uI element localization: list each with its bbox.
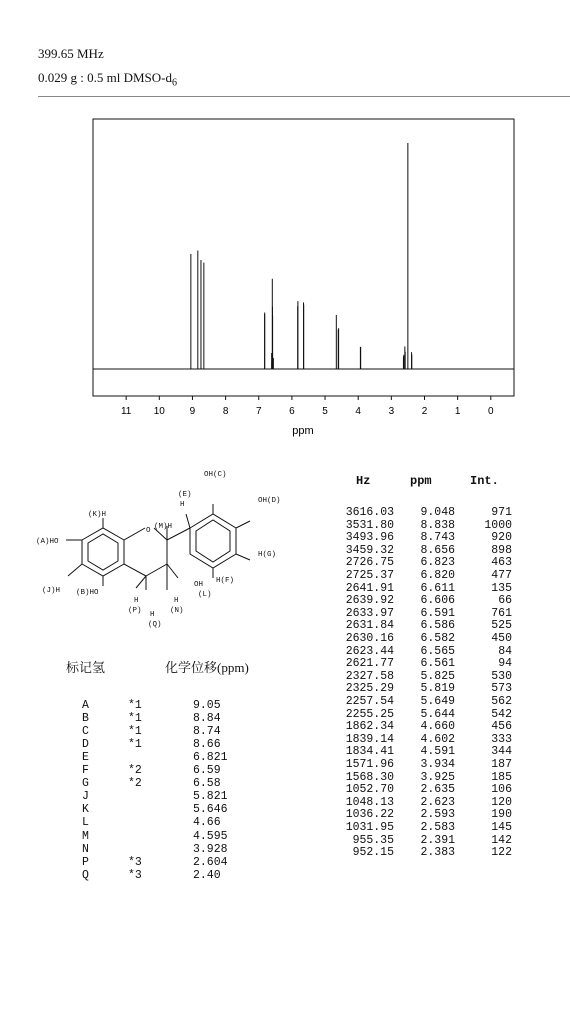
table-row: [338, 771, 518, 784]
assign-shift: 6.821: [193, 751, 228, 765]
sample-subscript: 6: [171, 77, 177, 89]
assign-shift: 4.66: [193, 816, 221, 830]
assign-hydrogen: L: [82, 816, 89, 830]
peak-ppm: 2.635: [420, 783, 455, 797]
assign-note: *3: [128, 855, 142, 869]
assign-hydrogen: C: [82, 725, 89, 739]
x-tick-label: 0: [488, 406, 494, 417]
assign-shift: 2.40: [193, 868, 221, 882]
table-row: [80, 712, 280, 725]
table-row: [80, 790, 280, 803]
peak-int: 971: [491, 506, 512, 519]
peak-int: 187: [491, 758, 512, 771]
label-oh-b: (B)HO: [76, 589, 99, 597]
assign-hydrogen: M: [82, 829, 89, 843]
table-row: [338, 834, 518, 847]
assign-shift: 8.74: [193, 725, 221, 739]
peak-ppm: 6.591: [420, 606, 455, 620]
peak-int: 344: [491, 745, 512, 759]
label-h-m: (M)H: [154, 523, 173, 531]
peak-hz: 1048.13: [345, 795, 394, 809]
peak-int: 456: [491, 720, 512, 734]
peak-ppm: 9.048: [420, 506, 455, 519]
x-tick-label: 4: [355, 406, 361, 417]
peak-int: 185: [491, 770, 512, 784]
table-row: [338, 783, 518, 796]
assign-shift: 8.66: [193, 738, 221, 752]
peak-ppm: 6.820: [420, 569, 455, 582]
peak-ppm: 4.591: [420, 745, 455, 759]
peak-hz: 2639.92: [345, 594, 394, 608]
peak-hz: 2725.37: [345, 569, 394, 582]
assign-note: *3: [128, 868, 142, 882]
label-p: (P): [128, 607, 142, 615]
peak-hz: 3531.80: [345, 518, 394, 532]
assign-hydrogen: E: [82, 751, 89, 765]
table-row: [338, 645, 518, 658]
table-row: [80, 843, 280, 856]
assign-hydrogen: B: [82, 712, 89, 726]
peak-hz: 2641.91: [345, 581, 394, 595]
peak-int: 450: [491, 632, 512, 645]
table-row: [338, 846, 518, 859]
assign-shift: 4.595: [193, 829, 228, 843]
peak-ppm: 5.644: [420, 707, 455, 721]
table-row: [338, 582, 518, 595]
table-row: [80, 725, 280, 738]
peak-int: 66: [498, 594, 512, 608]
label-h-k: (K)H: [88, 511, 107, 519]
table-row: [338, 531, 518, 544]
assign-shift: 6.58: [193, 777, 221, 791]
assign-note: *1: [128, 725, 142, 739]
peak-hz: 2325.29: [345, 682, 394, 696]
label-oh-a: (A)HO: [36, 538, 59, 546]
label-ring-oxygen: O: [146, 527, 151, 535]
assign-hydrogen: J: [82, 790, 89, 804]
peak-int: 525: [491, 619, 512, 633]
assign-hydrogen: K: [82, 803, 89, 817]
assign-hydrogen: Q: [82, 868, 89, 882]
assign-note: *1: [128, 699, 142, 712]
peak-ppm: 8.838: [420, 518, 455, 532]
peak-int: 190: [491, 808, 512, 822]
label-h-q: H: [150, 611, 155, 619]
peak-hz: 952.15: [352, 846, 394, 860]
peak-hz: 2630.16: [345, 632, 394, 645]
table-row: [338, 569, 518, 582]
table-row: [338, 619, 518, 632]
peak-int: 122: [491, 846, 512, 860]
peak-int: 142: [491, 833, 512, 847]
table-row: [80, 856, 280, 869]
table-row: [80, 869, 280, 882]
peak-hz: 2327.58: [345, 669, 394, 683]
peak-hz: 2621.77: [345, 657, 394, 671]
x-tick-label: 9: [189, 406, 196, 417]
label-oh-c: OH(C): [204, 471, 227, 479]
label-h-p: H: [134, 597, 139, 605]
table-row: [338, 708, 518, 721]
peak-hz: 1052.70: [345, 783, 394, 797]
peak-table-header-int: Int.: [470, 474, 499, 488]
peak-int: 333: [491, 732, 512, 746]
label-h-e-tag: (E): [178, 491, 192, 499]
assignment-header-shift: 化学位移(ppm): [165, 660, 249, 675]
label-l: (L): [198, 591, 212, 599]
assign-shift: 5.646: [193, 803, 228, 817]
assign-shift: 6.59: [193, 764, 221, 778]
x-tick-label: 1: [454, 406, 461, 417]
assign-shift: 8.84: [193, 712, 221, 726]
peak-int: 120: [491, 795, 512, 809]
table-row: [80, 764, 280, 777]
peak-ppm: 2.583: [420, 821, 455, 834]
assign-hydrogen: P: [82, 855, 89, 869]
peak-hz: 955.35: [352, 833, 394, 847]
peak-hz: 1839.14: [345, 732, 394, 746]
peak-hz: 3493.96: [345, 531, 394, 545]
table-row: [80, 699, 280, 712]
peak-hz: 1834.41: [345, 745, 394, 759]
peak-int: 573: [491, 682, 512, 696]
table-row: [338, 758, 518, 771]
assign-hydrogen: F: [82, 764, 89, 778]
peak-int: 463: [491, 556, 512, 570]
x-tick-label: 5: [322, 406, 328, 417]
table-row: [338, 506, 518, 519]
x-tick-label: 6: [289, 406, 295, 417]
assign-hydrogen: G: [82, 777, 89, 791]
table-row: [80, 830, 280, 843]
peak-hz: 2255.25: [345, 707, 394, 721]
peak-table-header-hz: Hz: [356, 474, 371, 488]
table-row: [338, 632, 518, 645]
peak-hz: 1036.22: [345, 808, 394, 822]
assign-hydrogen: A: [82, 699, 89, 712]
peak-hz: 2631.84: [345, 619, 394, 633]
spectrometer-frequency: 399.65 MHz: [38, 46, 104, 61]
table-row: [80, 803, 280, 816]
label-oh-d: OH(D): [258, 497, 281, 505]
table-row: [80, 777, 280, 790]
label-h-n: H: [174, 597, 179, 605]
peak-ppm: 5.649: [420, 695, 455, 708]
table-row: [338, 695, 518, 708]
label-h-g: H(G): [258, 551, 277, 559]
peak-int: 542: [491, 707, 512, 721]
table-row: [338, 657, 518, 670]
table-row: [338, 745, 518, 758]
x-tick-label: 7: [255, 406, 262, 417]
table-row: [338, 796, 518, 809]
peak-ppm: 6.611: [420, 581, 455, 595]
peak-hz: 1862.34: [345, 720, 394, 734]
table-row: [338, 808, 518, 821]
peak-ppm: 2.593: [420, 808, 455, 822]
peak-table-header-ppm: ppm: [410, 474, 432, 488]
table-row: [338, 670, 518, 683]
assign-note: *1: [128, 738, 142, 752]
peak-ppm: 6.586: [420, 619, 455, 633]
peak-hz: 3459.32: [345, 543, 394, 557]
peak-ppm: 3.925: [420, 770, 455, 784]
peak-ppm: 4.602: [420, 732, 455, 746]
peak-ppm: 3.934: [420, 758, 455, 771]
assign-hydrogen: D: [82, 738, 89, 752]
peak-ppm: 6.823: [420, 556, 455, 570]
peak-ppm: 2.383: [420, 846, 455, 860]
x-tick-label: 8: [222, 406, 229, 417]
peak-int: 477: [491, 569, 512, 582]
assignment-header-label: 标记氢: [66, 660, 106, 675]
peak-ppm: 5.819: [420, 682, 455, 696]
peak-hz: 2633.97: [345, 606, 394, 620]
assign-note: *1: [128, 712, 142, 726]
peak-ppm: 5.825: [420, 669, 455, 683]
peak-ppm: 2.391: [420, 833, 455, 847]
peak-ppm: 8.656: [420, 543, 455, 557]
x-tick-label: 10: [153, 406, 165, 417]
peak-int: 106: [491, 783, 512, 797]
assign-shift: 3.928: [193, 842, 228, 856]
peak-int: 530: [491, 669, 512, 683]
peak-ppm: 6.561: [420, 657, 455, 671]
peak-hz: 1571.96: [345, 758, 394, 771]
x-tick-label: 11: [120, 406, 132, 417]
peak-hz: 2257.54: [345, 695, 394, 708]
label-q: (Q): [148, 621, 162, 629]
table-row: [338, 733, 518, 746]
peak-int: 145: [491, 821, 512, 834]
peak-ppm: 6.606: [420, 594, 455, 608]
table-row: [338, 556, 518, 569]
peak-ppm: 2.623: [420, 795, 455, 809]
peak-ppm: 6.582: [420, 632, 455, 645]
peak-int: 84: [498, 644, 512, 658]
peak-hz: 3616.03: [345, 506, 394, 519]
peak-hz: 2623.44: [345, 644, 394, 658]
molecule-structure: [30, 466, 290, 636]
x-tick-label: 3: [388, 406, 395, 417]
peak-int: 920: [491, 531, 512, 545]
table-row: [338, 519, 518, 532]
table-row: [338, 821, 518, 834]
table-row: [338, 594, 518, 607]
assign-shift: 2.604: [193, 855, 228, 869]
peak-hz: 1031.95: [345, 821, 394, 834]
table-row: [338, 682, 518, 695]
table-row: [338, 544, 518, 557]
label-h-j: (J)H: [42, 587, 61, 595]
peak-int: 761: [491, 606, 512, 620]
assign-note: *2: [128, 764, 142, 778]
peak-hz: 2726.75: [345, 556, 394, 570]
label-h-e: H: [180, 501, 185, 509]
peak-hz: 1568.30: [345, 770, 394, 784]
label-h-f: H(F): [216, 577, 235, 585]
x-axis-label: ppm: [292, 425, 314, 437]
label-n: (N): [170, 607, 184, 615]
assign-shift: 5.821: [193, 790, 228, 804]
peak-int: 1000: [484, 518, 512, 532]
sample-description: 0.029 g : 0.5 ml DMSO-$d_6$: [38, 70, 177, 89]
peak-int: 135: [491, 581, 512, 595]
assign-shift: 9.05: [193, 699, 221, 712]
peak-int: 94: [498, 657, 512, 671]
table-row: [338, 720, 518, 733]
table-row: [80, 816, 280, 829]
assign-note: *2: [128, 777, 142, 791]
table-row: [80, 738, 280, 751]
nmr-spectrum-chart: [0, 0, 570, 450]
peak-int: 898: [491, 543, 512, 557]
peak-ppm: 8.743: [420, 531, 455, 545]
label-oh-l: OH: [194, 581, 204, 589]
table-row: [80, 751, 280, 764]
assign-hydrogen: N: [82, 842, 89, 856]
table-row: [338, 607, 518, 620]
peak-ppm: 4.660: [420, 720, 455, 734]
x-tick-label: 2: [421, 406, 428, 417]
peak-ppm: 6.565: [420, 644, 455, 658]
peak-int: 562: [491, 695, 512, 708]
